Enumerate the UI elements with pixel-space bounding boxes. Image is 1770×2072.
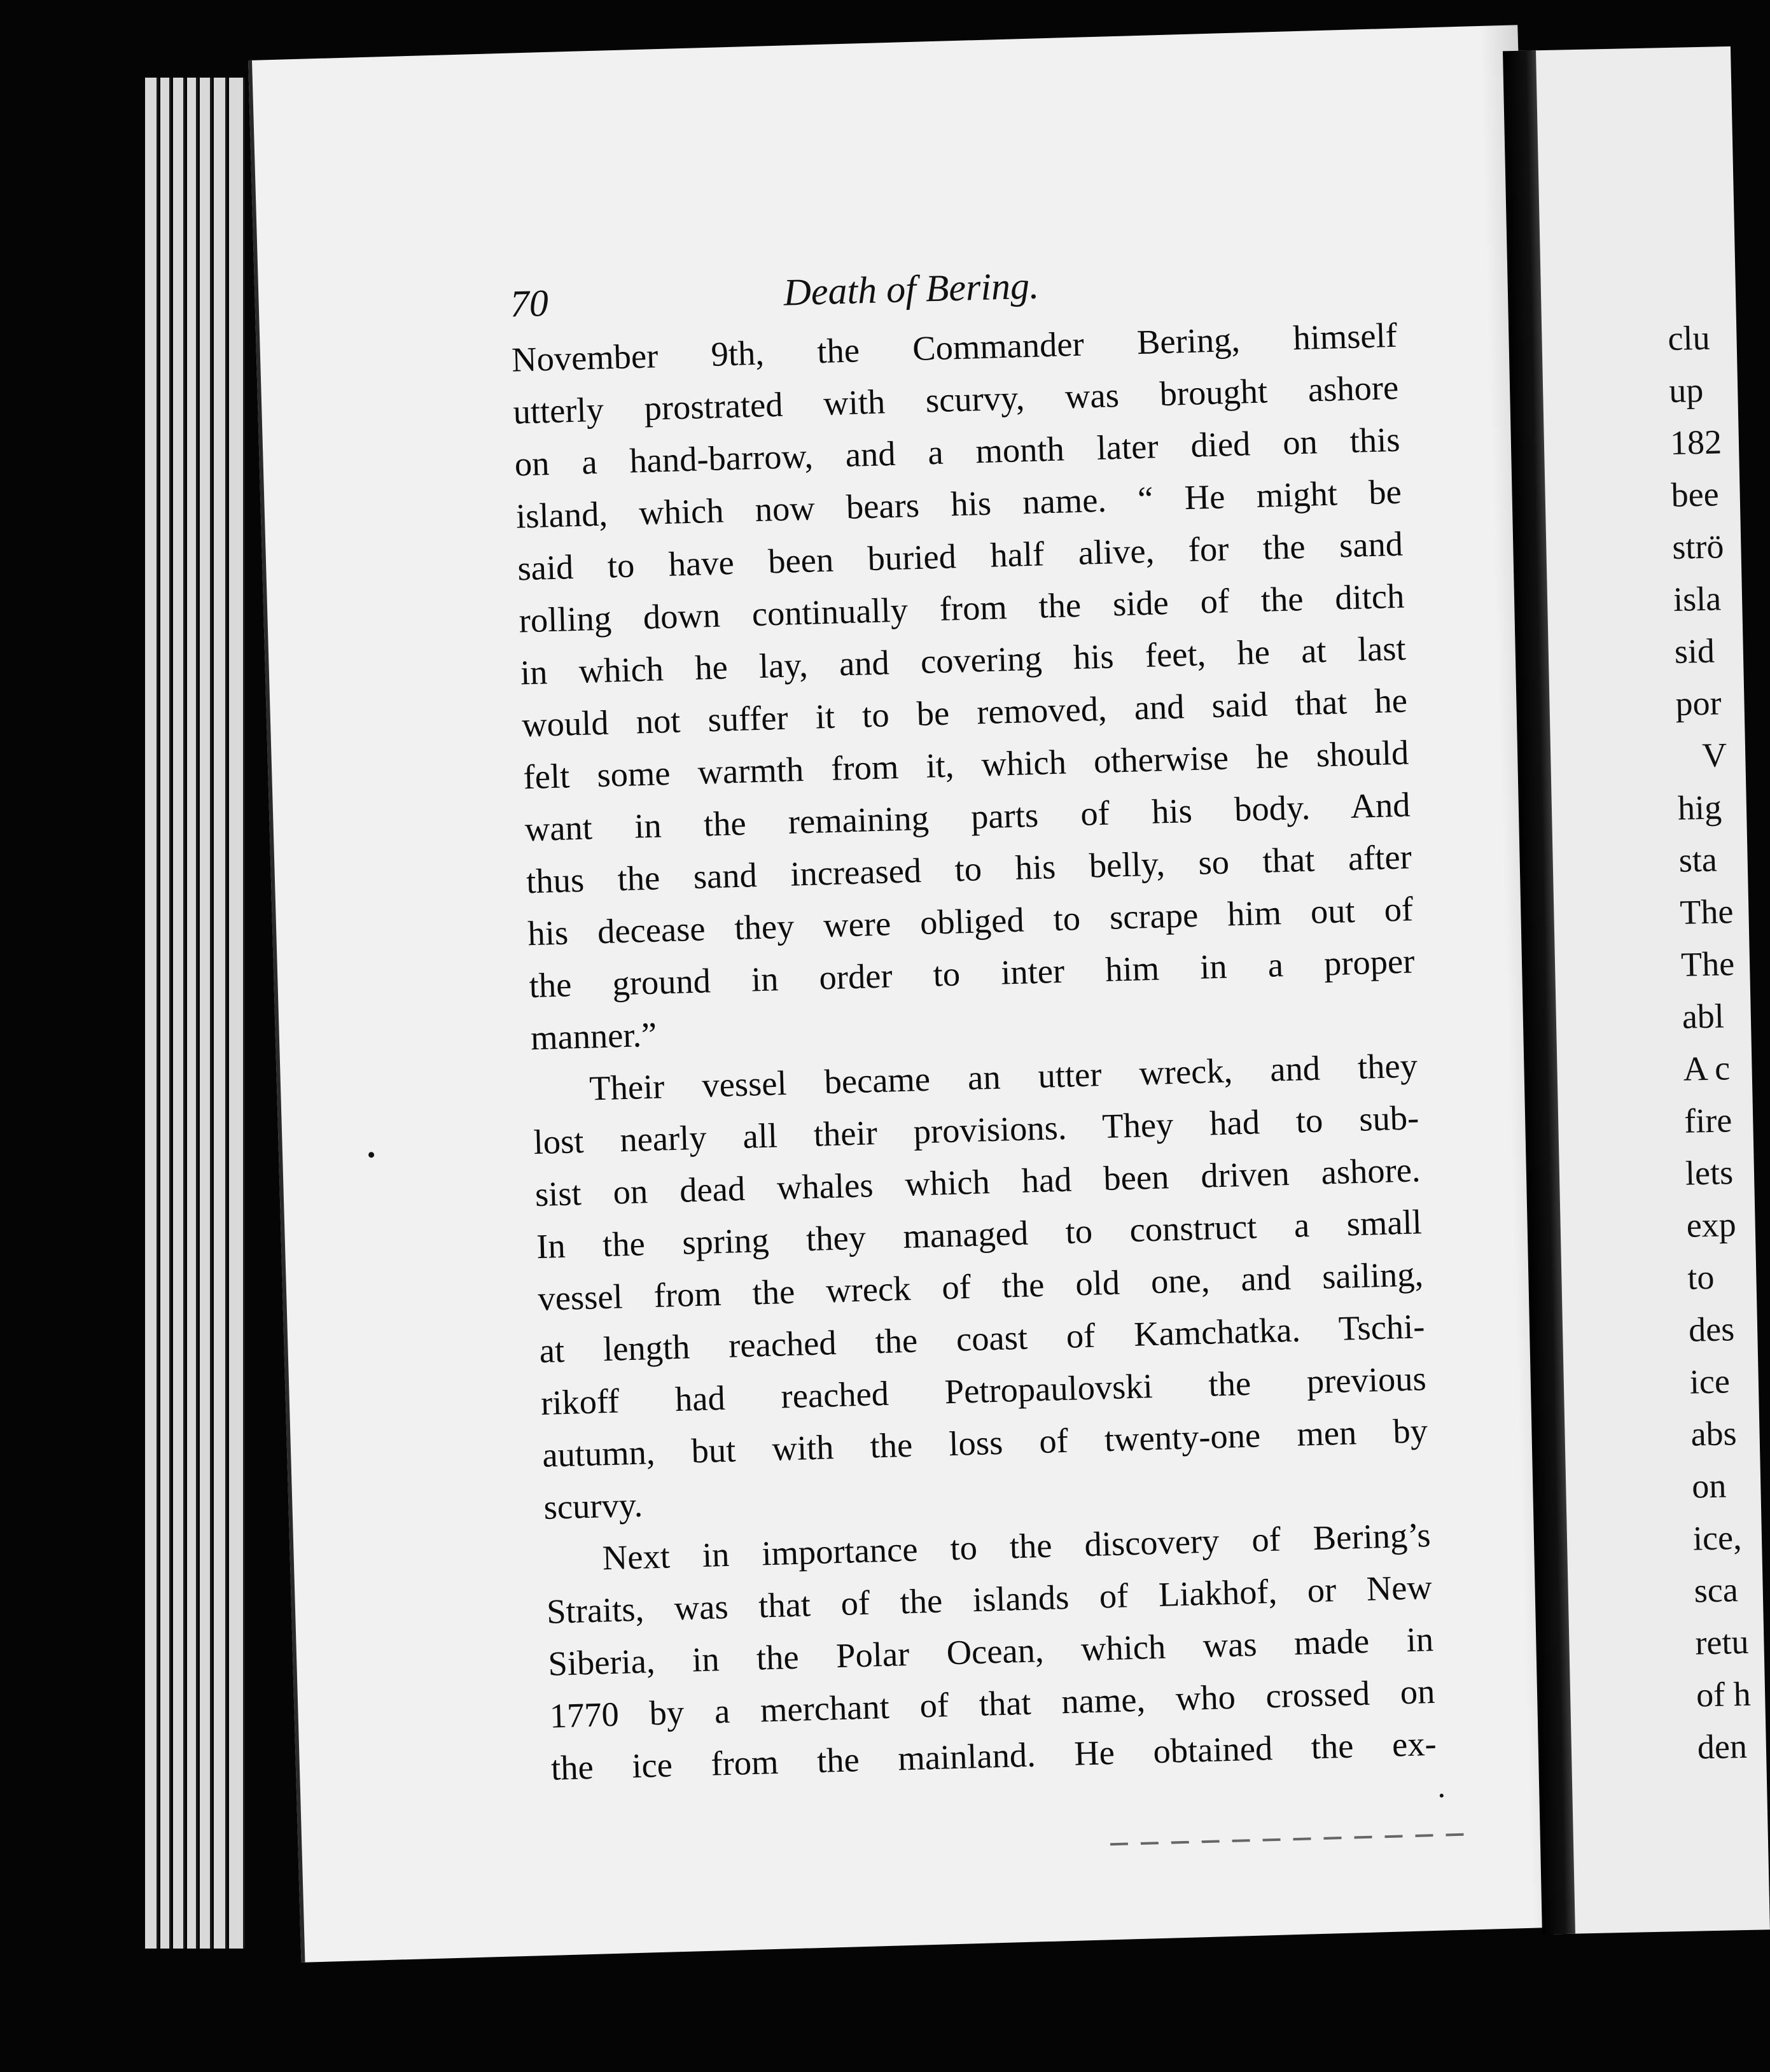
text-line: at length reached the coast of Kamchatka. Tschi- (538, 1306, 1426, 1370)
text-fragment: of h (1696, 1674, 1752, 1714)
text-fragment: A c (1682, 1049, 1731, 1088)
text-line: on a hand-barrow, and a month later died on this (514, 419, 1401, 484)
text-fragment: des (1688, 1310, 1735, 1349)
text-line: vessel from the wreck of the old one, and sailing, (537, 1254, 1424, 1319)
text-line: felt some warmth from it, which otherwise he should (522, 732, 1409, 797)
text-line: said to have been buried half alive, for the sand (517, 524, 1404, 588)
text-line: in which he lay, and covering his feet, he at last (520, 628, 1407, 692)
text-fragment: abs (1690, 1414, 1738, 1453)
text-fragment: retu (1694, 1622, 1750, 1662)
text-fragment: sta (1678, 840, 1718, 879)
paragraph-start: Their vessel became an utter wreck, and they (589, 1046, 1418, 1108)
text-line: lost nearly all their provisions. They had to sub- (533, 1098, 1419, 1162)
text-line: manner.” (530, 1014, 658, 1058)
text-fragment: The (1679, 892, 1734, 932)
text-fragment: 182 (1669, 423, 1722, 462)
text-line: his decease they were obliged to scrape him out of (527, 889, 1414, 953)
text-fragment: V (1701, 736, 1727, 775)
text-line: the ground in order to inter him in a proper (528, 941, 1416, 1005)
text-fragment: on (1691, 1466, 1727, 1506)
text-fragment: to (1687, 1257, 1715, 1297)
text-line: Siberia, in the Polar Ocean, which was made in (547, 1619, 1434, 1683)
text-line: 1770 by a merchant of that name, who crossed on (548, 1671, 1436, 1735)
text-line: scurvy. (543, 1485, 643, 1527)
right-page (1514, 46, 1770, 1934)
text-line: rikoff had reached Petropaulovski the previous (540, 1359, 1427, 1422)
text-fragment: up (1668, 370, 1704, 410)
text-fragment: ice (1689, 1362, 1731, 1401)
text-fragment: por (1675, 683, 1722, 723)
text-fragment: isla (1673, 579, 1722, 619)
text-line: the ice from the mainland. He obtained the ex- (550, 1723, 1437, 1788)
text-line: island, which now bears his name. “ He might be (515, 472, 1402, 536)
text-line: Straits, was that of the islands of Liakhof, or New (546, 1567, 1433, 1631)
text-line: want in the remaining parts of his body. And (524, 785, 1411, 849)
text-fragment: sca (1694, 1571, 1739, 1610)
text-line: November 9th, the Commander Bering, himself (511, 315, 1398, 379)
running-head: Death of Bering. (783, 264, 1040, 314)
text-fragment: ice, (1692, 1518, 1743, 1558)
text-line: rolling down continually from the side of the ditch (518, 576, 1405, 640)
text-line: utterly prostrated with scurvy, was brought ashore (512, 367, 1399, 431)
text-line: sist on dead whales which had been driven ashore. (534, 1150, 1421, 1214)
text-fragment: den (1697, 1726, 1748, 1767)
left-page (248, 25, 1571, 1963)
smudge-line (1110, 1833, 1467, 1846)
text-fragment: exp (1686, 1205, 1737, 1245)
text-fragment: The (1680, 944, 1735, 984)
text-fragment: lets (1685, 1153, 1734, 1193)
page-number: 70 (509, 281, 549, 325)
print-specks (252, 25, 1517, 60)
text-fragment: bee (1671, 475, 1720, 514)
text-fragment: abl (1682, 997, 1725, 1036)
text-line: would not suffer it to be removed, and said that he (521, 680, 1408, 745)
text-fragment: hig (1677, 788, 1722, 827)
text-fragment: clu (1667, 318, 1711, 358)
text-line: autumn, but with the loss of twenty-one men by (541, 1411, 1428, 1474)
text-line: thus the sand increased to his belly, so that after (526, 837, 1412, 901)
text-fragment: strö (1671, 527, 1724, 566)
text-fragment: fire (1683, 1101, 1732, 1140)
text-line: In the spring they managed to construct a small (536, 1202, 1423, 1266)
text-fragment: sid (1674, 631, 1715, 671)
paragraph-start: Next in importance to the discovery of Bering’s (602, 1515, 1432, 1578)
